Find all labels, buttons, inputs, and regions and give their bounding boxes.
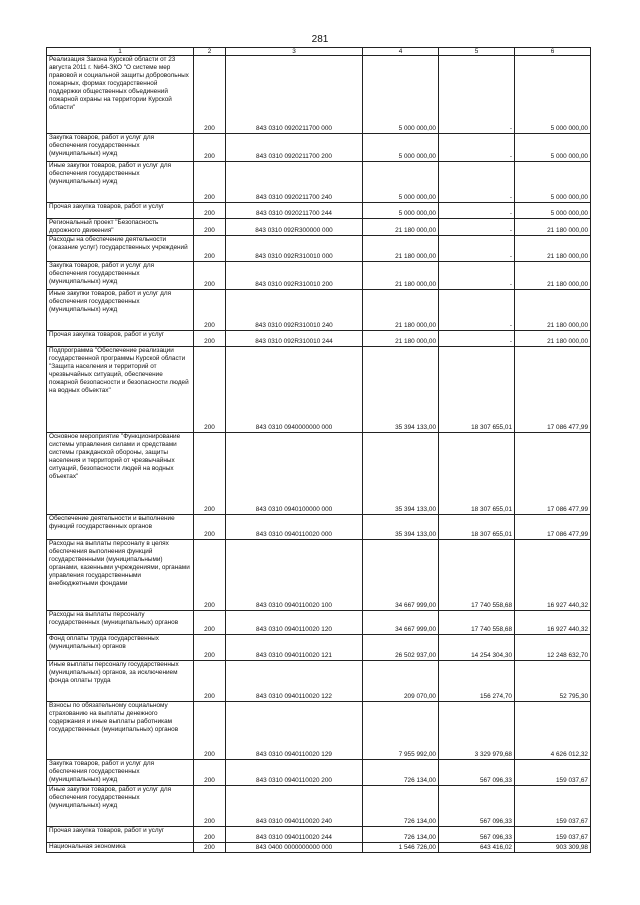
row-planned-amount: 1 546 726,00 (363, 843, 439, 853)
row-code: 200 (194, 827, 226, 843)
row-code: 200 (194, 540, 226, 611)
row-name: Иные закупки товаров, работ и услуг для обеспечения государственных (муниципальных) нужд (47, 786, 194, 827)
row-kbk-code: 843 0400 0000000000 000 (226, 843, 363, 853)
row-kbk-code: 843 0310 0940000000 000 (226, 347, 363, 433)
row-code: 200 (194, 786, 226, 827)
budget-table (46, 47, 591, 853)
row-name: Прочая закупка товаров, работ и услуг (47, 827, 194, 843)
row-planned-amount: 209 070,00 (363, 661, 439, 702)
row-executed-amount: 18 307 655,01 (439, 515, 515, 540)
table-row (47, 702, 591, 760)
row-name: Расходы на обеспечение деятельности (оказание услуг) государственных учреждений (47, 236, 194, 262)
row-remaining-amount: 5 000 000,00 (515, 162, 591, 203)
row-kbk-code: 843 0310 0940110020 122 (226, 661, 363, 702)
row-name: Подпрограмма "Обеспечение реализации государственной программы Курской области "Защита населения и территорий от чрезвычайных ситуаций, обеспечение пожарной безопасности и безопасности людей на водных объектах" (47, 347, 194, 433)
table-row (47, 219, 591, 236)
row-planned-amount: 5 000 000,00 (363, 134, 439, 162)
row-executed-amount: 567 096,33 (439, 827, 515, 843)
table-row (47, 515, 591, 540)
row-executed-amount: 3 329 979,68 (439, 702, 515, 760)
row-kbk-code: 843 0310 092R300000 000 (226, 219, 363, 236)
row-name: Расходы на выплаты персоналу в целях обеспечения выполнения функций государственными (муниципальными) органами, казенными учреждениями, органами управления государственными внебюджетными фондами (47, 540, 194, 611)
row-name: Иные закупки товаров, работ и услуг для обеспечения государственных (муниципальных) нужд (47, 290, 194, 331)
row-executed-amount: 14 254 304,30 (439, 635, 515, 661)
table-row (47, 760, 591, 786)
column-header: 2 (194, 48, 226, 56)
row-remaining-amount: 903 309,98 (515, 843, 591, 853)
row-remaining-amount: 159 037,67 (515, 786, 591, 827)
row-executed-amount: - (439, 331, 515, 347)
table-row (47, 347, 591, 433)
table-row (47, 134, 591, 162)
row-name: Закупка товаров, работ и услуг для обеспечения государственных (муниципальных) нужд (47, 134, 194, 162)
row-kbk-code: 843 0310 0940110020 100 (226, 540, 363, 611)
table-header-row (47, 48, 591, 56)
row-code: 200 (194, 162, 226, 203)
row-code: 200 (194, 635, 226, 661)
row-kbk-code: 843 0310 0940110020 129 (226, 702, 363, 760)
row-executed-amount: 18 307 655,01 (439, 433, 515, 515)
row-name: Взносы по обязательному социальному страхованию на выплаты денежного содержания и иные выплаты работникам государственных (муниципальных) органов (47, 702, 194, 760)
row-name: Иные выплаты персоналу государственных (муниципальных) органов, за исключением фонда оплаты труда (47, 661, 194, 702)
row-name: Прочая закупка товаров, работ и услуг (47, 203, 194, 219)
table-row (47, 236, 591, 262)
row-planned-amount: 7 955 992,00 (363, 702, 439, 760)
row-remaining-amount: 159 037,67 (515, 760, 591, 786)
page-number: 281 (311, 34, 329, 45)
table-row (47, 162, 591, 203)
row-kbk-code: 843 0310 0940110020 121 (226, 635, 363, 661)
row-code: 200 (194, 702, 226, 760)
column-header: 5 (439, 48, 515, 56)
row-remaining-amount: 17 086 477,99 (515, 433, 591, 515)
row-planned-amount: 5 000 000,00 (363, 56, 439, 134)
row-code: 200 (194, 661, 226, 702)
row-name: Реализация Закона Курской области от 23 августа 2011 г. №64-ЗКО "О системе мер правовой и социальной защиты добровольных пожарных, формах государственной поддержки общественных объединений пожарной охраны на территории Курской области" (47, 56, 194, 134)
row-executed-amount: 567 096,33 (439, 786, 515, 827)
row-name: Национальная экономика (47, 843, 194, 853)
table-row (47, 433, 591, 515)
row-code: 200 (194, 611, 226, 635)
table-row (47, 635, 591, 661)
row-planned-amount: 726 134,00 (363, 760, 439, 786)
row-planned-amount: 34 667 999,00 (363, 540, 439, 611)
row-executed-amount: - (439, 262, 515, 290)
row-planned-amount: 35 394 133,00 (363, 515, 439, 540)
row-kbk-code: 843 0310 092R310010 000 (226, 236, 363, 262)
row-code: 200 (194, 236, 226, 262)
row-planned-amount: 34 667 999,00 (363, 611, 439, 635)
row-kbk-code: 843 0310 092R310010 200 (226, 262, 363, 290)
row-remaining-amount: 5 000 000,00 (515, 134, 591, 162)
row-executed-amount: 643 416,02 (439, 843, 515, 853)
column-header: 4 (363, 48, 439, 56)
row-code: 200 (194, 203, 226, 219)
row-remaining-amount: 4 626 012,32 (515, 702, 591, 760)
row-remaining-amount: 21 180 000,00 (515, 219, 591, 236)
row-kbk-code: 843 0310 0920211700 200 (226, 134, 363, 162)
row-remaining-amount: 5 000 000,00 (515, 203, 591, 219)
row-planned-amount: 35 394 133,00 (363, 433, 439, 515)
row-remaining-amount: 17 086 477,99 (515, 347, 591, 433)
row-code: 200 (194, 219, 226, 236)
row-remaining-amount: 17 086 477,99 (515, 515, 591, 540)
row-executed-amount: 156 274,70 (439, 661, 515, 702)
row-name: Прочая закупка товаров, работ и услуг (47, 331, 194, 347)
row-kbk-code: 843 0310 0920211700 240 (226, 162, 363, 203)
row-planned-amount: 726 134,00 (363, 827, 439, 843)
row-kbk-code: 843 0310 0920211700 244 (226, 203, 363, 219)
row-executed-amount: 18 307 655,01 (439, 347, 515, 433)
row-name: Закупка товаров, работ и услуг для обеспечения государственных (муниципальных) нужд (47, 262, 194, 290)
row-name: Расходы на выплаты персоналу государственных (муниципальных) органов (47, 611, 194, 635)
row-name: Региональный проект "Безопасность дорожного движения" (47, 219, 194, 236)
table-row (47, 786, 591, 827)
row-remaining-amount: 159 037,67 (515, 827, 591, 843)
row-kbk-code: 843 0310 0940110020 244 (226, 827, 363, 843)
row-kbk-code: 843 0310 092R310010 240 (226, 290, 363, 331)
row-planned-amount: 21 180 000,00 (363, 236, 439, 262)
table-row (47, 290, 591, 331)
row-planned-amount: 21 180 000,00 (363, 290, 439, 331)
row-remaining-amount: 21 180 000,00 (515, 290, 591, 331)
row-remaining-amount: 16 927 440,32 (515, 540, 591, 611)
row-executed-amount: - (439, 134, 515, 162)
row-planned-amount: 21 180 000,00 (363, 219, 439, 236)
row-planned-amount: 21 180 000,00 (363, 331, 439, 347)
row-kbk-code: 843 0310 0920211700 000 (226, 56, 363, 134)
row-executed-amount: 567 096,33 (439, 760, 515, 786)
row-executed-amount: 17 740 558,68 (439, 540, 515, 611)
row-remaining-amount: 21 180 000,00 (515, 236, 591, 262)
row-name: Закупка товаров, работ и услуг для обеспечения государственных (муниципальных) нужд (47, 760, 194, 786)
column-header: 3 (226, 48, 363, 56)
row-code: 200 (194, 843, 226, 853)
row-code: 200 (194, 760, 226, 786)
row-executed-amount: - (439, 290, 515, 331)
row-kbk-code: 843 0310 0940110020 200 (226, 760, 363, 786)
table-row (47, 843, 591, 853)
row-code: 200 (194, 56, 226, 134)
row-kbk-code: 843 0310 0940110020 000 (226, 515, 363, 540)
row-planned-amount: 726 134,00 (363, 786, 439, 827)
column-header: 6 (515, 48, 591, 56)
row-name: Обеспечение деятельности и выполнение функций государственных органов (47, 515, 194, 540)
table-row (47, 611, 591, 635)
row-code: 200 (194, 515, 226, 540)
row-code: 200 (194, 290, 226, 331)
row-kbk-code: 843 0310 0940110020 120 (226, 611, 363, 635)
row-executed-amount: - (439, 219, 515, 236)
row-executed-amount: - (439, 236, 515, 262)
row-name: Фонд оплаты труда государственных (муниципальных) органов (47, 635, 194, 661)
row-kbk-code: 843 0310 0940110020 240 (226, 786, 363, 827)
row-executed-amount: 17 740 558,68 (439, 611, 515, 635)
row-code: 200 (194, 134, 226, 162)
row-code: 200 (194, 347, 226, 433)
row-kbk-code: 843 0310 0940100000 000 (226, 433, 363, 515)
row-planned-amount: 35 394 133,00 (363, 347, 439, 433)
table-row (47, 262, 591, 290)
row-remaining-amount: 12 248 632,70 (515, 635, 591, 661)
row-code: 200 (194, 433, 226, 515)
row-remaining-amount: 21 180 000,00 (515, 262, 591, 290)
row-planned-amount: 21 180 000,00 (363, 262, 439, 290)
row-planned-amount: 5 000 000,00 (363, 203, 439, 219)
table-row (47, 203, 591, 219)
row-planned-amount: 26 502 937,00 (363, 635, 439, 661)
row-remaining-amount: 52 795,30 (515, 661, 591, 702)
row-planned-amount: 5 000 000,00 (363, 162, 439, 203)
table-row (47, 661, 591, 702)
row-name: Основное мероприятие "Функционирование системы управления силами и средствами системы гражданской обороны, защиты населения и территорий от чрезвычайных ситуаций, безопасности людей на водных объектах" (47, 433, 194, 515)
row-executed-amount: - (439, 162, 515, 203)
table-row (47, 56, 591, 134)
table-row (47, 540, 591, 611)
table-row (47, 827, 591, 843)
row-code: 200 (194, 331, 226, 347)
row-executed-amount: - (439, 56, 515, 134)
row-name: Иные закупки товаров, работ и услуг для обеспечения государственных (муниципальных) нужд (47, 162, 194, 203)
row-code: 200 (194, 262, 226, 290)
table-row (47, 331, 591, 347)
column-header: 1 (47, 48, 194, 56)
row-remaining-amount: 16 927 440,32 (515, 611, 591, 635)
row-executed-amount: - (439, 203, 515, 219)
row-remaining-amount: 21 180 000,00 (515, 331, 591, 347)
row-kbk-code: 843 0310 092R310010 244 (226, 331, 363, 347)
row-remaining-amount: 5 000 000,00 (515, 56, 591, 134)
